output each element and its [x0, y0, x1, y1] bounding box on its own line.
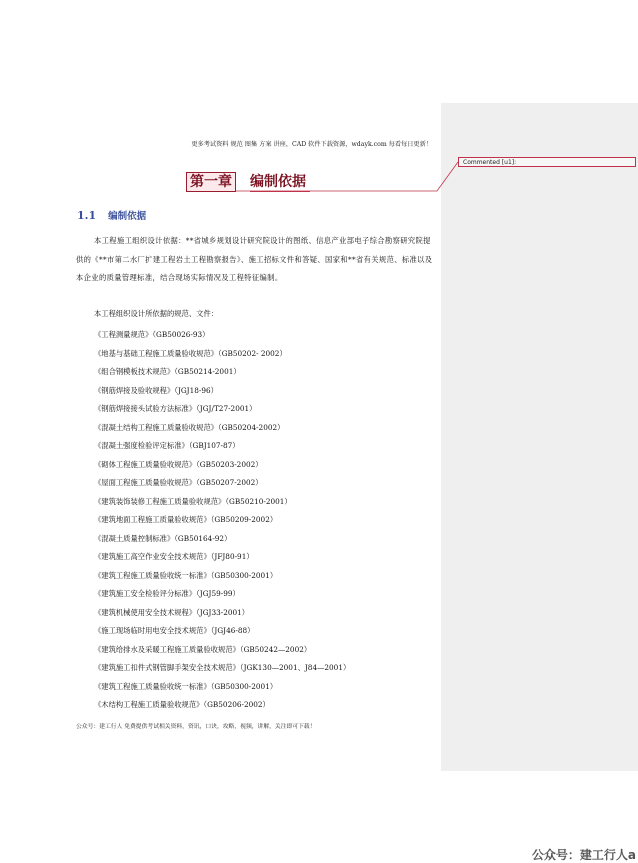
list-item: 《地基与基础工程施工质量验收规范》（GB50202- 2002）	[94, 348, 287, 358]
list-item: 《建筑工程施工质量验收统一标准》（GB50300-2001）	[94, 570, 278, 580]
comment-pane	[441, 103, 638, 771]
list-lead: 本工程组织设计所依据的规范、文件：	[94, 309, 219, 318]
list-item: 《砌体工程施工质量验收规范》（GB50203-2002）	[94, 459, 263, 469]
footer-notice: 公众号：建工行人 免费提供考试相关资料，资讯，口诀，攻略，视频，讲解，关注即可下载！	[76, 724, 316, 730]
list-item: 《建筑施工扣件式钢管脚手架安全技术规范》（JGK130—2001、J84—2001）	[94, 663, 351, 672]
section-title: 编制依据	[108, 211, 147, 222]
list-item: 《屋面工程施工质量验收规范》（GB50207-2002）	[94, 478, 263, 487]
list-item: 《建筑施工高空作业安全技术规范》（JFJ80-91）	[94, 552, 254, 561]
intro-paragraph: 本工程施工组织设计依据：**省城乡规划设计研究院设计的图纸、信息产业部电子综合勘察研究院提供的《**市第二水厂扩建工程岩土工程勘察报告》、施工招标文件和答疑、国家和**省有关规范、标准以及本企业的质量管理标准，结合现场实际情况及工程特征编制。	[76, 236, 433, 282]
header-notice: 更多考试资料 规范 图集 方案 讲座，CAD 软件下载资源，wdayk.com 每看每日更新！	[191, 141, 432, 148]
chapter-title: 编制依据	[250, 173, 310, 192]
list-item: 《木结构工程施工质量验收规范》（GB50206-2002）	[94, 700, 270, 709]
list-item: 《工程测量规范》（GB50026-93）	[94, 330, 210, 339]
comment-balloon[interactable]: Commented [u1]:	[458, 157, 636, 167]
list-item: 《钢筋焊接及验收规程》（JGJ18-96）	[94, 385, 218, 395]
watermark-text: 公众号：建工行人a	[531, 848, 636, 862]
list-item: 《建筑工程施工质量验收统一标准》（GB50300-2001）	[94, 681, 278, 691]
list-item: 《组合钢模板技术规范》（GB50214-2001）	[94, 367, 241, 376]
list-item: 《施工现场临时用电安全技术规范》（JGJ46-88）	[94, 626, 255, 635]
list-item: 《建筑机械使用安全技术规程》（JGJ33-2001）	[94, 607, 250, 617]
reference-list	[94, 326, 350, 715]
list-item: 《钢筋焊接接头试验方法标准》（JGJ/T27-2001）	[94, 404, 257, 413]
list-item: 《建筑施工安全检验评分标准》（JGJ59-99）	[94, 589, 240, 598]
section-number: 1.1	[77, 209, 97, 222]
list-item: 《混凝土质量控制标准》（GB50164-92）	[94, 533, 232, 543]
chapter-number: 第一章	[186, 172, 236, 192]
chapter-heading	[186, 171, 310, 191]
list-item: 《混凝土强度检验评定标准》（GBJ107-87）	[94, 441, 240, 450]
list-item: 《建筑装饰装修工程施工质量验收规范》（GB50210-2001）	[94, 496, 292, 506]
section-heading	[77, 208, 146, 222]
list-item: 《建筑给排水及采暖工程施工质量验收规范》（GB50242—2002）	[94, 644, 312, 654]
list-item: 《建筑地面工程施工质量验收规范》（GB50209-2002）	[94, 515, 278, 524]
list-item: 《混凝土结构工程施工质量验收规范》（GB50204-2002）	[94, 422, 285, 432]
